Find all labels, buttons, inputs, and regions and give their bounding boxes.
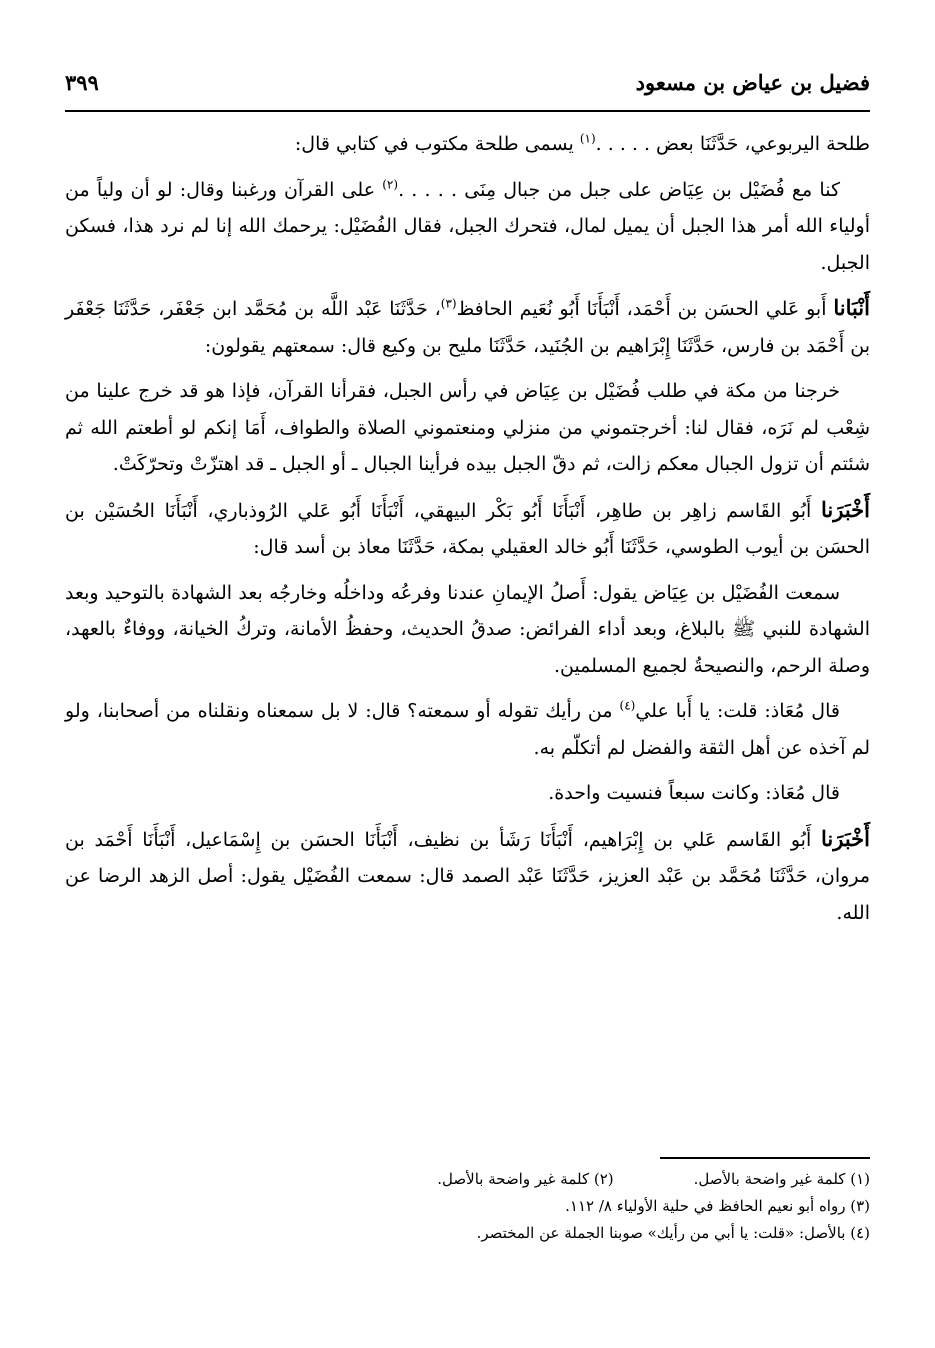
paragraph: أَنْبَانا أَبو عَلي الحسَن بن أَحْمَد، أَنْبَأَنَا أَبُو نُعَيم الحافظ$^{(٣)}$، حَدَّثَنَا عَبْد اللَّه بن مُحَمَّد ابن جَعْفَر، حَدَّثَنَا جَعْفَر بن أَحْمَد بن فارس، حَدَّثَنَا إِبْرَاهيم بن الجُنَيد، حَدَّثَنَا مليح بن وكيع قال: سمعتهم يقولون: — [65, 295, 870, 357]
paragraph: خرجنا من مكة في طلب فُضَيْل بن عِيَاض في رأس الجبل، فقرأنا القرآن، فإذا هو قد خرج علينا من شِعْب لم نَرَه، فقال لنا: أخرجتموني من منزلي ومنعتموني الصلاة والطواف، أَمَا إنكم لو أطعتم الله ثم شئتم أن تزول الجبال معكم زالت، ثم دقّ الجبل بيده فرأينا الجبال ـ أو الجبل ـ قد اهتزّتْ وتحرّكَتْ. — [65, 380, 870, 475]
page-header — [65, 62, 870, 102]
page-number: ٣٩٩ — [65, 70, 99, 95]
footnote-4: (٤) بالأصل: «قلت: يا أبي من رأيك» صوبنا الجملة عن المختصر. — [476, 1224, 870, 1242]
paragraph: أَخْبَرَنا أَبُو القَاسم زاهِر بن طاهِر، أَنْبَأَنَا أَبُو بَكْر البيهقي، أَنْبَأَنَا أَبُو عَلي الرُوذباري، أَنْبَأَنَا الحُسَيْن بن الحسَن بن أيوب الطوسي، حَدَّثَنَا أَبُو خالد العقيلي بمكة، حَدَّثَنَا معاذ بن أسد قال: — [65, 496, 870, 558]
paragraph: قال مُعَاذ: قلت: يا أَبا علي$^{(٤)}$ من رأيك تقوله أو سمعته؟ قال: لا بل سمعناه ونقلناه من أصحابنا، ولو لم آخذه عن أهل الثقة والفضل لم أتكلّم به. — [65, 698, 870, 759]
footnote-marker: (٣) — [440, 296, 457, 311]
isnad-lead: أَخْبَرَنا — [821, 496, 870, 522]
isnad-lead: أَخْبَرَنا — [821, 825, 870, 851]
footnote-marker: (٢) — [382, 177, 399, 192]
paragraph: كنا مع فُضَيْل بن عِيَاض على جبل من جبال مِنَى . . . . .$^{(٢)}$ على القرآن ورغبنا وقال: لو أن ولياً من أولياء الله أمر هذا الجبل أن يميل لمال، فتحرك الجبل، فقال الفُضَيْل: يرحمك الله إنا لم نرد هذا، فسكن الجبل. — [65, 177, 871, 274]
footnote-2: (٢) كلمة غير واضحة بالأصل. — [437, 1170, 614, 1188]
paragraph: قال مُعَاذ: وكانت سبعاً فنسيت واحدة. — [548, 782, 840, 804]
footnote-3: (٣) رواه أبو نعيم الحافظ في حلية الأولياء ٨/ ١١٢. — [565, 1197, 870, 1215]
footnotes — [65, 1166, 870, 1247]
paragraph: أَخْبَرَنا أَبُو القَاسم عَلي بن إِبْرَاهيم، أَنْبَأَنَا رَشَأ بن نظيف، أَنْبَأَنَا الحسَن بن إِسْمَاعيل، أَنْبَأَنَا أَحْمَد بن مروان، حَدَّثَنَا مُحَمَّد بن عَبْد العزيز، حَدَّثَنَا عَبْد الصمد قال: سمعت الفُضَيْل يقول: أصل الزهد الرضا عن الله. — [65, 825, 870, 924]
footnote-line — [65, 1166, 870, 1193]
paragraph: سمعت الفُضَيْل بن عِيَاض يقول: أَصلُ الإيمانِ عندنا وفرعُه وداخلُه وخارجُه بعد الشهادة بالتوحيد وبعد الشهادة للنبي ﷺ بالبلاغ، وبعد أداء الفرائض: صدقُ الحديث، وحفظُ الأمانة، وتركُ الخيانة، ووفاءٌ بالعهد، وصلة الرحم، والنصيحةُ لجميع المسلمين. — [65, 581, 870, 677]
footnote-marker: (١) — [579, 131, 596, 146]
header-rule — [65, 110, 870, 112]
footnote-rule — [660, 1157, 870, 1159]
running-title: فضيل بن عياض بن مسعود — [635, 70, 870, 95]
footnote-1: (١) كلمة غير واضحة بالأصل. — [693, 1170, 870, 1188]
main-text — [65, 126, 870, 940]
paragraph: طلحة اليربوعي، حَدَّثَنَا بعض . . . . .$^{(١)}$ يسمى طلحة مكتوب في كتابي قال: — [294, 131, 870, 155]
footnote-marker: (٤) — [619, 698, 636, 713]
isnad-lead: أَنْبَانا — [833, 295, 870, 320]
